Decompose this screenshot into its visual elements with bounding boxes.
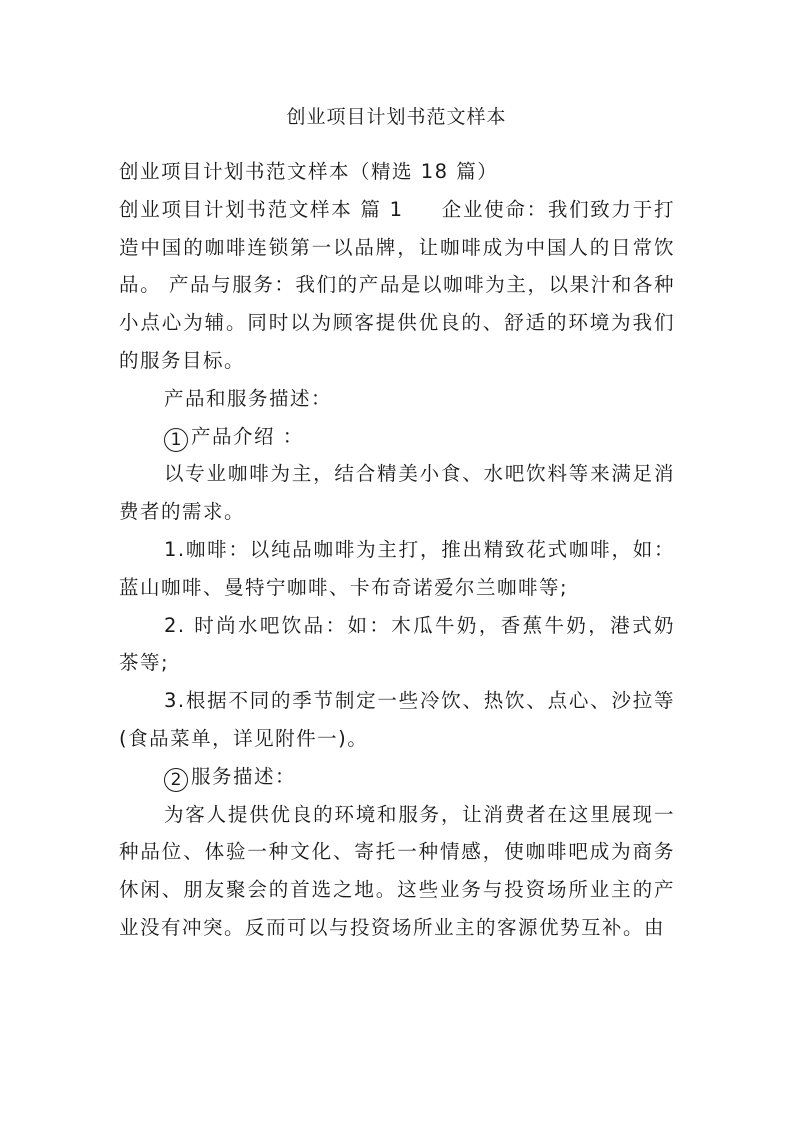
document-title: 创业项目计划书范文样本 (286, 106, 507, 128)
document-body (119, 153, 675, 947)
subtitle: 创业项目计划书范文样本（精选 18 篇） (119, 160, 499, 183)
product-intro-text: 以专业咖啡为主，结合精美小食、水吧饮料等来满足消费者的需求。 (119, 462, 675, 524)
product-intro-heading (119, 418, 675, 456)
intro-paragraph (119, 191, 675, 380)
list-item: 1.咖啡：以纯品咖啡为主打，推出精致花式咖啡，如：蓝山咖啡、曼特宁咖啡、卡布奇诺爱尔兰咖啡等; (119, 537, 675, 599)
service-text: 为客人提供优良的环境和服务，让消费者在这里展现一种品位、体验一种文化、寄托一种情感，使咖啡吧成为商务休闲、朋友聚会的首选之地。这些业务与投资场所业主的产业没有冲突。反而可以与投资场所业主的客源优势互补。由 (119, 802, 675, 939)
list-item: 2. 时尚水吧饮品：如：木瓜牛奶，香蕉牛奶，港式奶茶等; (119, 613, 675, 675)
product-intro-label: 产品介绍 ： (191, 424, 304, 448)
circled-number-two: 2 (164, 768, 188, 792)
service-desc-heading (119, 758, 675, 796)
section-heading: 创业项目计划书范文样本 篇 1 (119, 197, 404, 221)
list-item: 3.根据不同的季节制定一些冷饮、热饮、点心、沙拉等(食品菜单，详见附件一)。 (119, 689, 675, 750)
product-service-heading: 产品和服务描述： (164, 386, 333, 410)
circled-number-one: 1 (164, 428, 188, 452)
service-desc-label: 服务描述： (191, 764, 297, 788)
intro-text: 企业使命：我们致力于打造中国的咖啡连锁第一以品牌，让咖啡成为中国人的日常饮品。 产品与服务：我们的产品是以咖啡为主，以果汁和各种小点心为辅。同时以为顾客提供优良的、舒适的环境为我们的服务目标。 (119, 197, 675, 372)
